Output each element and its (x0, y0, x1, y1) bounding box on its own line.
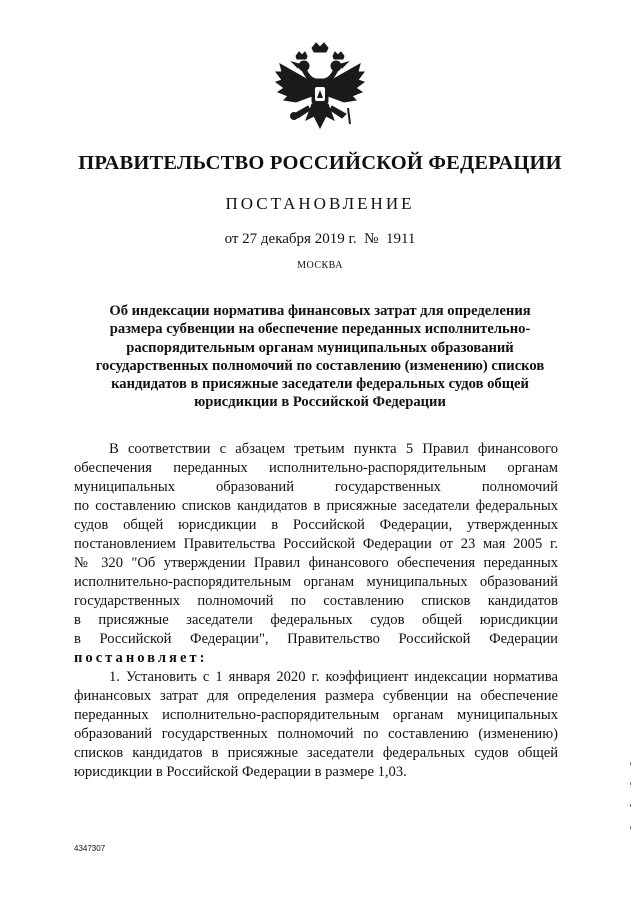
preamble-line: муниципальных образований государственных полномочий (74, 479, 558, 495)
subject-line: размера субвенции на обеспечение переданных исполнительно- (109, 321, 531, 338)
item-1-line: финансовых затрат для определения размера субвенции на обеспечение (74, 688, 558, 704)
item-1-line: переданных исполнительно-распорядительным органам муниципальных (74, 707, 558, 723)
item-1-line: списков кандидатов в присяжные заседатели федеральных судов общей (74, 745, 558, 761)
preamble-line: постановлением Правительства Российской Федерации от 23 мая 2005 г. (74, 536, 558, 552)
double-headed-eagle-emblem-icon (272, 42, 368, 142)
subject-line: юрисдикции в Российской Федерации (194, 394, 446, 411)
resolves-heading: постановляет: (74, 650, 208, 666)
preamble-line: исполнительно-распорядительным органам муниципальных образований (74, 574, 558, 590)
document-id: 4347307 (74, 844, 106, 853)
government-title: ПРАВИТЕЛЬСТВО РОССИЙСКОЙ ФЕДЕРАЦИИ (78, 152, 562, 174)
item-1-line: 1. Установить с 1 января 2020 г. коэффициент индексации норматива (109, 669, 558, 685)
document-type: ПОСТАНОВЛЕНИЕ (225, 194, 415, 213)
preamble-line: судов общей юрисдикции в Российской Федерации, утвержденных (74, 517, 558, 533)
preamble-line: в присяжные заседатели федеральных судов общей юрисдикции (74, 612, 558, 628)
preamble-line: В соответствии с абзацем третьим пункта 5 Правил финансового (109, 441, 558, 457)
subject-line: распорядительным органам муниципальных образований (126, 339, 514, 356)
resolution-subject (70, 302, 570, 412)
item-1-line: юрисдикции в Российской Федерации в размере 1,03. (74, 764, 407, 780)
margin-marks (630, 760, 632, 840)
preamble-line: в Российской Федерации", Правительство Российской Федерации (74, 631, 558, 647)
item-1-line: образований государственных полномочий по составлению (изменению) (74, 726, 558, 742)
subject-line: государственных полномочий по составлению (изменению) списков (95, 357, 545, 374)
subject-line: кандидатов в присяжные заседатели федеральных судов общей (111, 376, 529, 393)
preamble-line: государственных полномочий по составлению списков кандидатов (74, 593, 558, 609)
preamble-line: № 320 "Об утверждении Правил финансового обеспечения переданных (74, 555, 558, 571)
city-name: МОСКВА (297, 260, 343, 271)
document-body (74, 440, 558, 782)
date-and-number: от 27 декабря 2019 г. № 1911 (224, 231, 416, 247)
preamble-line: обеспечения переданных исполнительно-распорядительным органам (74, 460, 558, 476)
subject-line: Об индексации норматива финансовых затрат для определения (109, 303, 531, 319)
preamble-line: по составлению списков кандидатов в присяжные заседатели федеральных (74, 498, 558, 514)
